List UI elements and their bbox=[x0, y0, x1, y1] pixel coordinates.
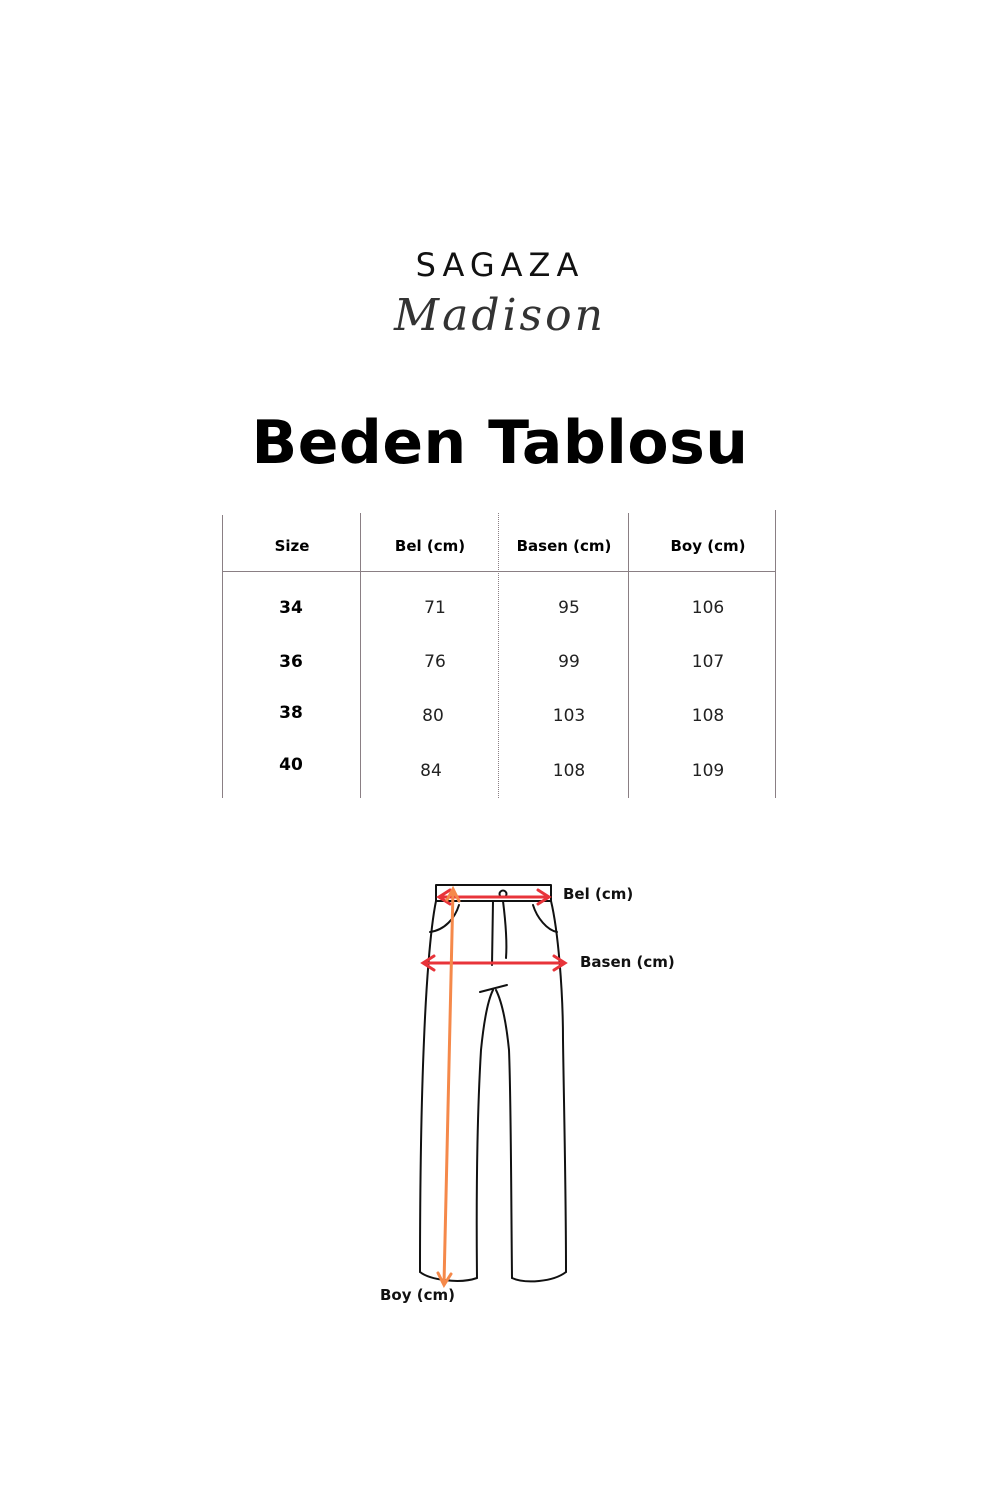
table-cell-length: 106 bbox=[691, 598, 725, 618]
brand-name: SAGAZA bbox=[415, 246, 585, 284]
hip-arrow bbox=[423, 956, 565, 970]
diagram-label-hip: Basen (cm) bbox=[580, 953, 675, 971]
table-cell-hip: 99 bbox=[558, 652, 580, 672]
diagram-label-waist: Bel (cm) bbox=[563, 885, 634, 903]
table-cell-waist: 80 bbox=[422, 706, 444, 726]
table-cell-hip: 108 bbox=[552, 761, 586, 781]
table-cell-size: 40 bbox=[279, 755, 303, 775]
brand-sub-logo: Madison bbox=[394, 290, 606, 341]
table-cell-size: 34 bbox=[279, 598, 303, 618]
diagram-label-length: Boy (cm) bbox=[380, 1286, 455, 1304]
length-arrow bbox=[438, 889, 459, 1285]
table-cell-length: 109 bbox=[691, 761, 725, 781]
table-cell-waist: 76 bbox=[424, 652, 446, 672]
trousers-outline bbox=[420, 885, 566, 1281]
table-cell-size: 36 bbox=[279, 652, 303, 672]
table-cell-length: 108 bbox=[691, 706, 725, 726]
table-header-hip: Basen (cm) bbox=[516, 537, 612, 555]
table-cell-hip: 95 bbox=[558, 598, 580, 618]
table-cell-waist: 84 bbox=[420, 761, 442, 781]
table-cell-length: 107 bbox=[691, 652, 725, 672]
table-header-length: Boy (cm) bbox=[670, 537, 746, 555]
table-header-size: Size bbox=[274, 537, 310, 555]
table-cell-size: 38 bbox=[279, 703, 303, 723]
table-header-waist: Bel (cm) bbox=[394, 537, 466, 555]
table-cell-waist: 71 bbox=[424, 598, 446, 618]
page-title: Beden Tablosu bbox=[251, 408, 749, 478]
table-cell-hip: 103 bbox=[552, 706, 586, 726]
